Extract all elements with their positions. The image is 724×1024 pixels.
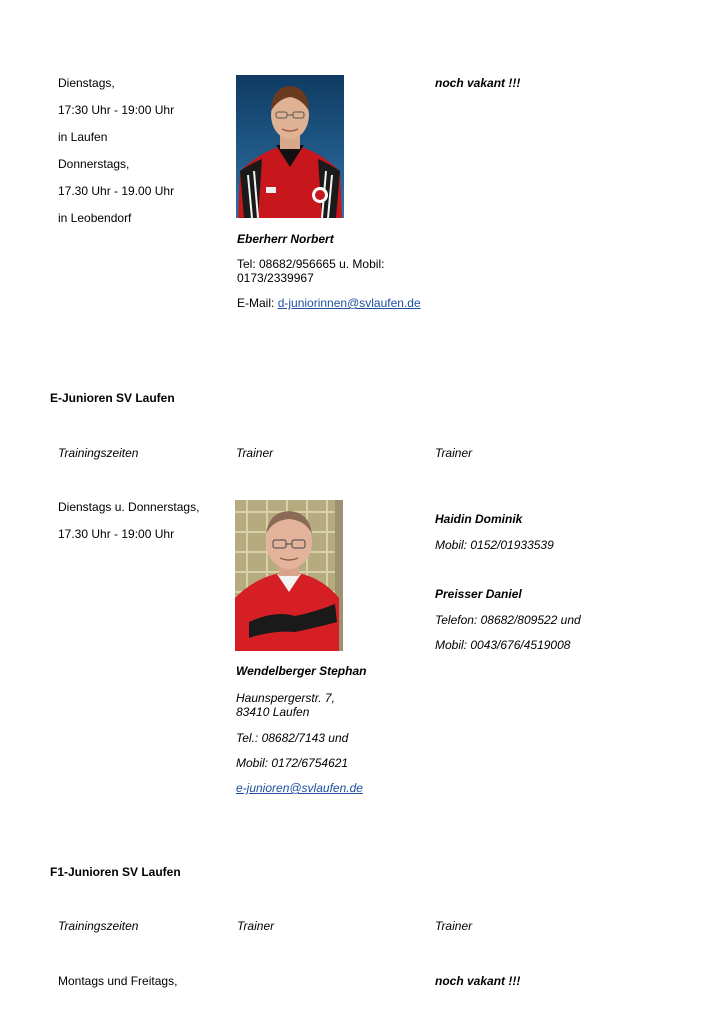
- trainer-email-row: [237, 296, 421, 310]
- trainer-name: Eberherr Norbert: [237, 232, 334, 246]
- section-title: F1-Junioren SV Laufen: [50, 865, 181, 879]
- trainer-phone: Tel: 08682/956665 u. Mobil:: [237, 257, 385, 271]
- training-time-line: 17.30 Uhr - 19:00 Uhr: [58, 527, 175, 541]
- trainer-mobile: Mobil: 0172/6754621: [236, 756, 349, 770]
- email-link[interactable]: d-juniorinnen@svlaufen.de: [277, 296, 421, 310]
- training-time-line: Dienstags,: [58, 76, 115, 90]
- trainer-mobile: Mobil: 0043/676/4519008: [435, 638, 571, 652]
- column-header-trainer: Trainer: [237, 919, 275, 933]
- training-time-line: Dienstags u. Donnerstags,: [58, 500, 200, 514]
- trainer-address-street: Haunspergerstr. 7,: [236, 691, 335, 705]
- vacant-trainer: noch vakant !!!: [435, 76, 521, 90]
- training-time-line: 17.30 Uhr - 19.00 Uhr: [58, 184, 175, 198]
- trainer-phone: 0173/2339967: [237, 271, 314, 285]
- email-label: E-Mail:: [237, 296, 275, 310]
- column-header-trainer: Trainer: [236, 446, 274, 460]
- trainer-name: Wendelberger Stephan: [236, 664, 367, 678]
- column-header-times: Trainingszeiten: [58, 446, 139, 460]
- trainer-name: Preisser Daniel: [435, 587, 522, 601]
- training-time-line: in Laufen: [58, 130, 108, 144]
- email-link[interactable]: e-junioren@svlaufen.de: [236, 781, 363, 795]
- column-header-trainer: Trainer: [435, 446, 473, 460]
- trainer-phone: Tel.: 08682/7143 und: [236, 731, 349, 745]
- column-header-trainer: Trainer: [435, 919, 473, 933]
- training-time-line: Montags und Freitags,: [58, 974, 178, 988]
- training-time-line: in Leobendorf: [58, 211, 132, 225]
- training-time-line: 17:30 Uhr - 19:00 Uhr: [58, 103, 175, 117]
- training-time-line: Donnerstags,: [58, 157, 130, 171]
- section-title: E-Junioren SV Laufen: [50, 391, 175, 405]
- trainer-phone: Telefon: 08682/809522 und: [435, 613, 581, 627]
- column-header-times: Trainingszeiten: [58, 919, 139, 933]
- trainer-mobile: Mobil: 0152/01933539: [435, 538, 554, 552]
- trainer-address-city: 83410 Laufen: [236, 705, 310, 719]
- vacant-trainer: noch vakant !!!: [435, 974, 521, 988]
- trainer-name: Haidin Dominik: [435, 512, 523, 526]
- trainer-photo-eberherr: [236, 75, 344, 218]
- trainer-photo-wendelberger: [235, 500, 343, 651]
